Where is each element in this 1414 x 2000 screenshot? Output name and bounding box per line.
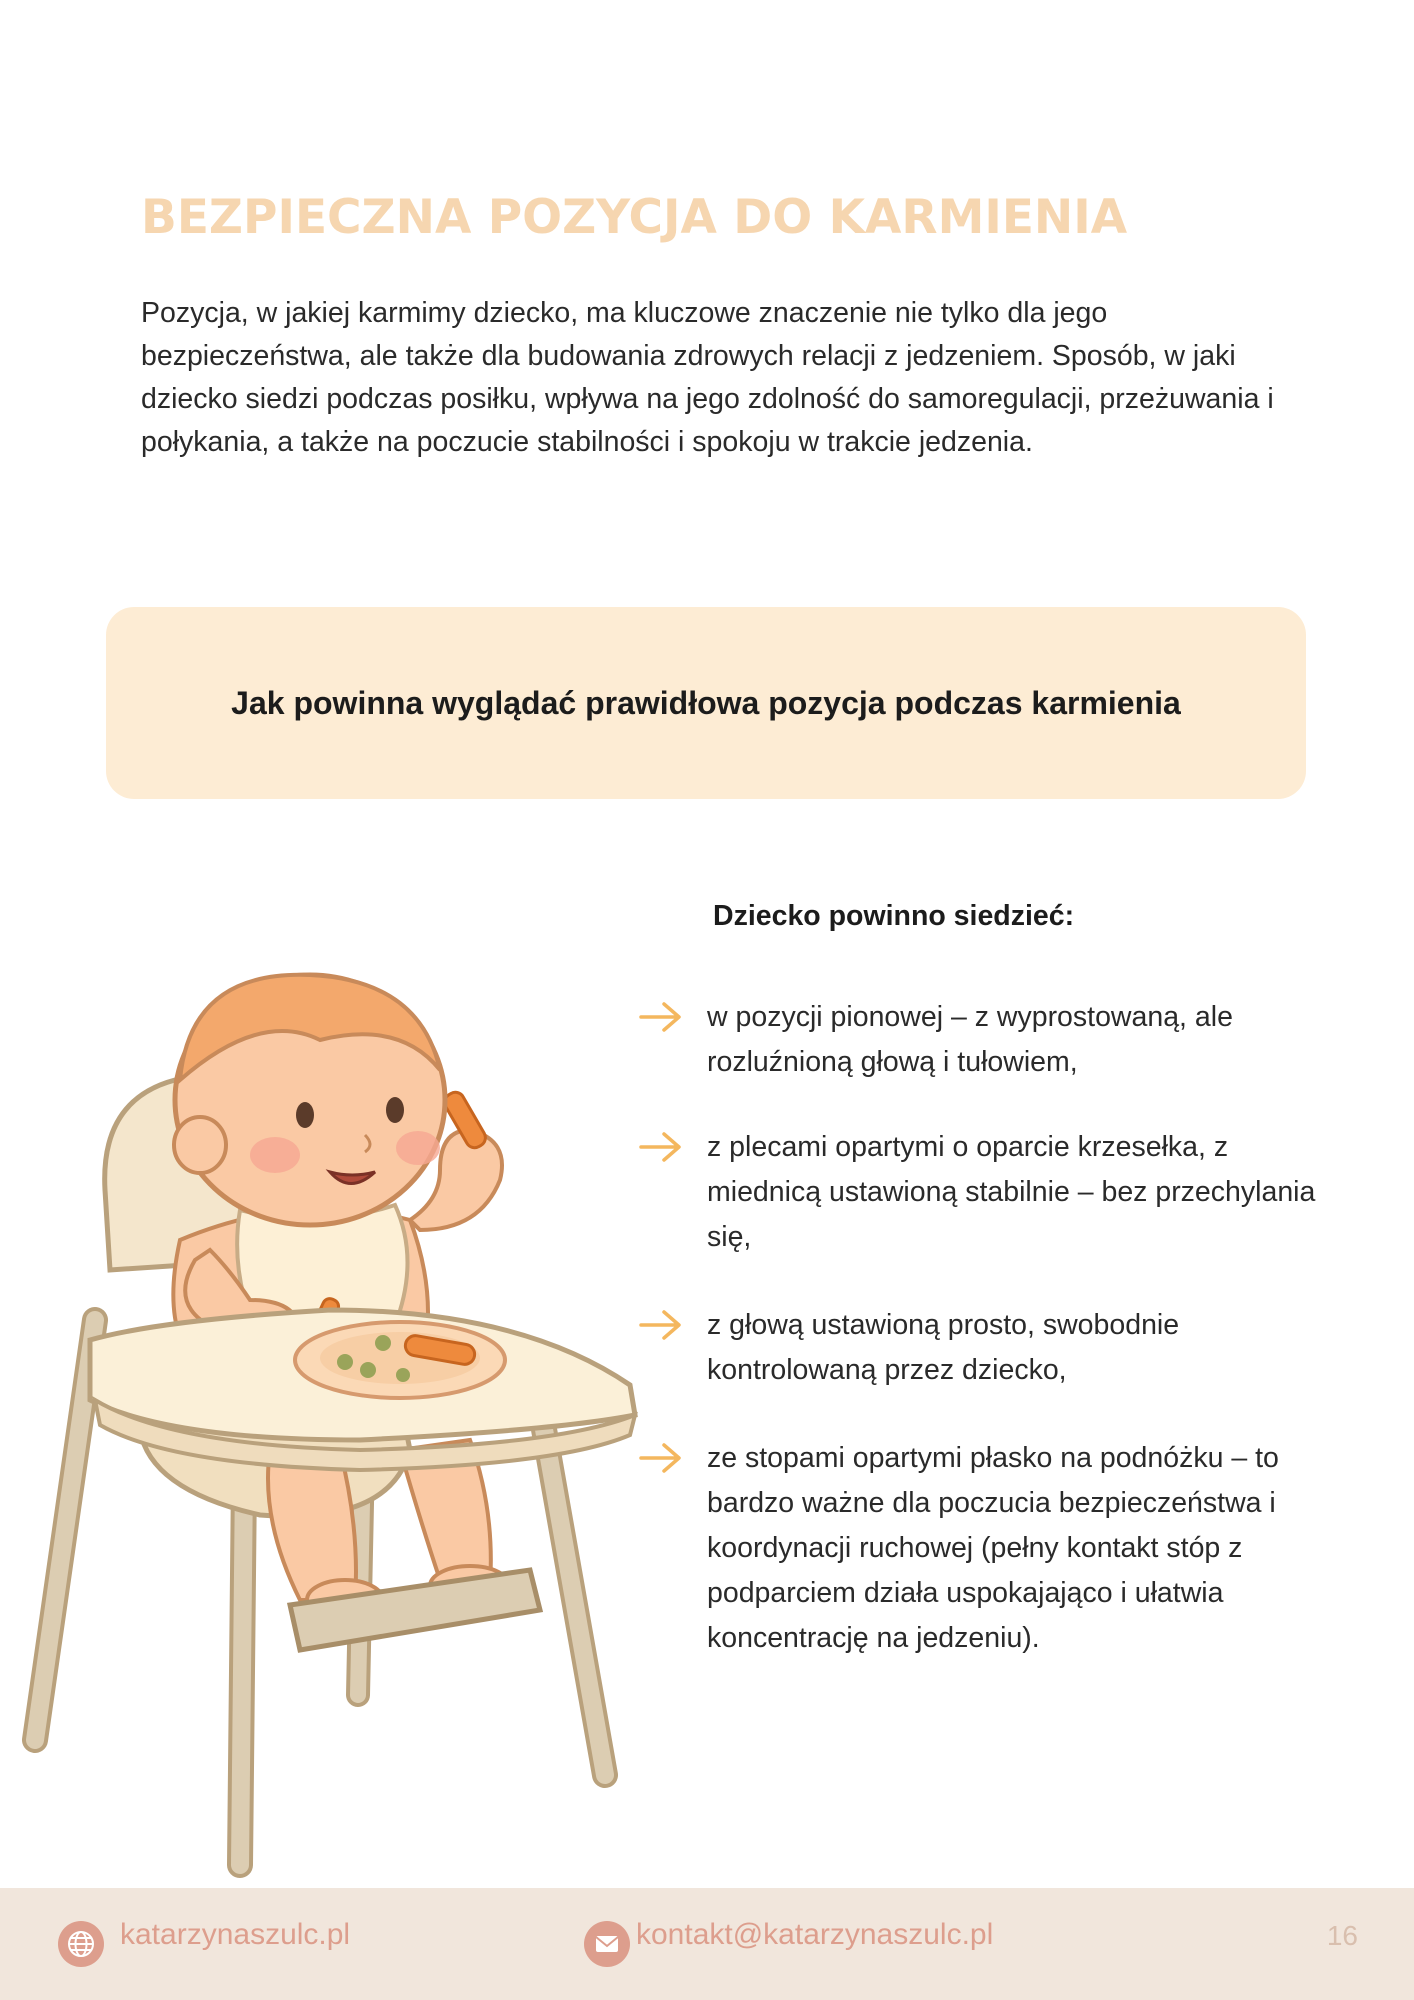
page-title: BEZPIECZNA POZYCJA DO KARMIENIA bbox=[141, 190, 1128, 245]
arrow-right-icon bbox=[638, 999, 684, 1035]
callout-box bbox=[106, 607, 1306, 799]
list-item-text: w pozycji pionowej – z wyprostowaną, ale rozluźnioną głową i tułowiem, bbox=[707, 1001, 1233, 1078]
list-item-text: ze stopami opartymi płasko na podnóżku – to bardzo ważne dla poczucia bezpieczeństwa i koordynacji ruchowej (pełny kontakt stóp z podparciem działa uspokajająco i ułatwia koncentrację na jedzeniu). bbox=[707, 1442, 1279, 1654]
baby-highchair-illustration bbox=[0, 930, 660, 1880]
arrow-right-icon bbox=[638, 1307, 684, 1343]
list-lead: Dziecko powinno siedzieć: bbox=[713, 900, 1075, 932]
footer bbox=[0, 1888, 1414, 2000]
list-item bbox=[638, 1125, 1318, 1260]
arrow-right-icon bbox=[638, 1129, 684, 1165]
list-item bbox=[638, 995, 1318, 1085]
list-item-text: z głową ustawioną prosto, swobodnie kontrolowaną przez dziecko, bbox=[707, 1309, 1180, 1386]
website-link[interactable]: katarzynaszulc.pl bbox=[120, 1918, 351, 1951]
globe-icon bbox=[58, 1921, 104, 1967]
callout-text: Jak powinna wyglądać prawidłowa pozycja podczas karmienia bbox=[231, 684, 1181, 721]
arrow-right-icon bbox=[638, 1440, 684, 1476]
list-item bbox=[638, 1303, 1318, 1393]
page-number: 16 bbox=[1326, 1920, 1358, 1951]
list-item-text: z plecami opartymi o oparcie krzesełka, z miednicą ustawioną stabilnie – bez przechylania się, bbox=[707, 1131, 1316, 1253]
intro-paragraph: Pozycja, w jakiej karmimy dziecko, ma kluczowe znaczenie nie tylko dla jego bezpieczeństwa, ale także dla budowania zdrowych relacji z jedzeniem. Sposób, w jaki dziecko siedzi podczas posiłku, wpływa na jego zdolność do samoregulacji, przeżuwania i połykania, a także na poczucie stabilności i spokoju w trakcie jedzenia. bbox=[141, 297, 1274, 458]
email-link[interactable]: kontakt@katarzynaszulc.pl bbox=[636, 1918, 994, 1951]
list-item bbox=[638, 1436, 1318, 1661]
mail-icon bbox=[584, 1921, 630, 1967]
